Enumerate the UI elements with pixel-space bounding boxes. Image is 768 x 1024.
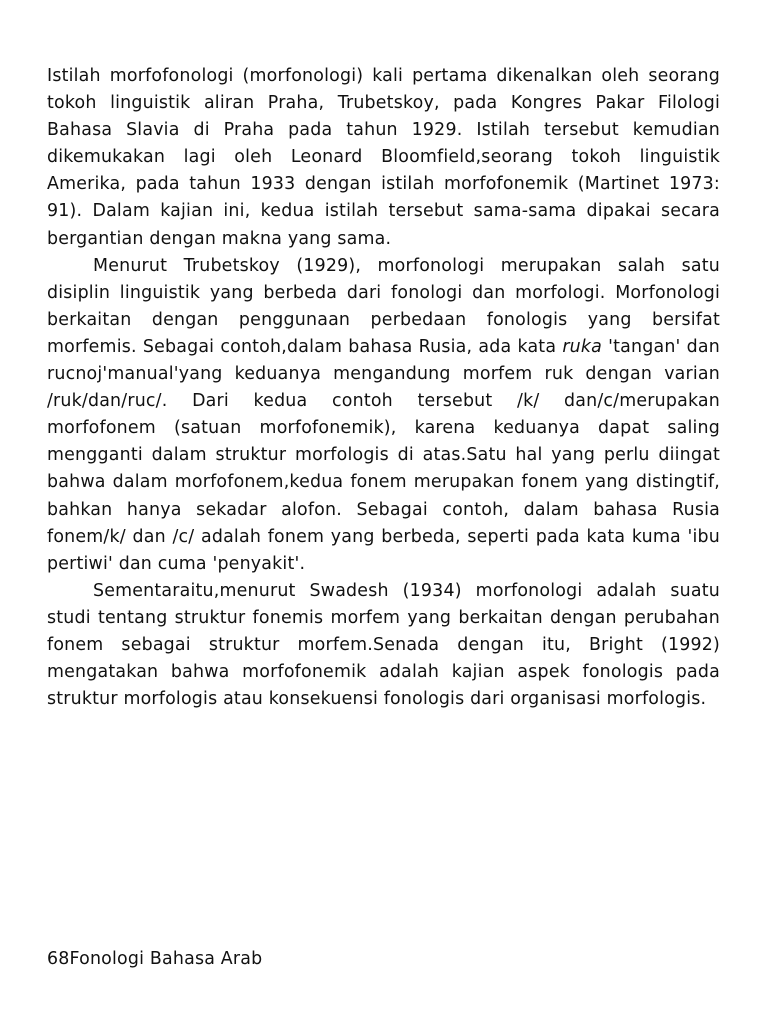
body-text [47,63,720,713]
paragraph-1 [47,63,720,253]
page-footer: 68Fonologi Bahasa Arab [47,949,263,969]
paragraph-2-text-b: 'tangan' dan rucnoj'manual'yang keduanya mengandung morfem ruk dengan varian /ruk/dan/ruc/. Dari kedua contoh tersebut /k/ dan/c/merupakan morfofonem (satuan morfofonemik), karena keduanya dapat saling mengganti dalam struktur morfologis di atas.Satu hal yang perlu diingat bahwa dalam morfofonem,kedua fonem merupakan fonem yang distingtif, bahkan hanya sekadar alofon. Sebagai contoh, dalam bahasa Rusia fonem/k/ dan /c/ adalah fonem yang berbeda, seperti pada kata kuma 'ibu pertiwi' dan cuma 'penyakit'. [47,336,720,574]
paragraph-2-text-a: Menurut Trubetskoy (1929), morfonologi merupakan salah satu disiplin linguistik yang berbeda dari fonologi dan morfologi. Morfonologi berkaitan dengan penggunaan perbedaan fonologis yang bersifat morfemis. Sebagai contoh,dalam bahasa Rusia, ada kata [47,255,720,357]
italic-term-ruka: ruka [562,336,603,357]
paragraph-3 [47,578,720,713]
paragraph-2 [47,253,720,578]
paragraph-3-text: Sementaraitu,menurut Swadesh (1934) morfonologi adalah suatu studi tentang struktur fonemis morfem yang berkaitan dengan perubahan fonem sebagai struktur morfem.Senada dengan itu, Bright (1992) mengatakan bahwa morfofonemik adalah kajian aspek fonologis pada struktur morfologis atau konsekuensi fonologis dari organisasi morfologis. [47,580,720,710]
paragraph-1-text: Istilah morfofonologi (morfonologi) kali pertama dikenalkan oleh seorang tokoh linguistik aliran Praha, Trubetskoy, pada Kongres Pakar Filologi Bahasa Slavia di Praha pada tahun 1929. Istilah tersebut kemudian dikemukakan lagi oleh Leonard Bloomfield,seorang tokoh linguistik Amerika, pada tahun 1933 dengan istilah morfofonemik (Martinet 1973: 91). Dalam kajian ini, kedua istilah tersebut sama-sama dipakai secara bergantian dengan makna yang sama. [47,66,720,249]
